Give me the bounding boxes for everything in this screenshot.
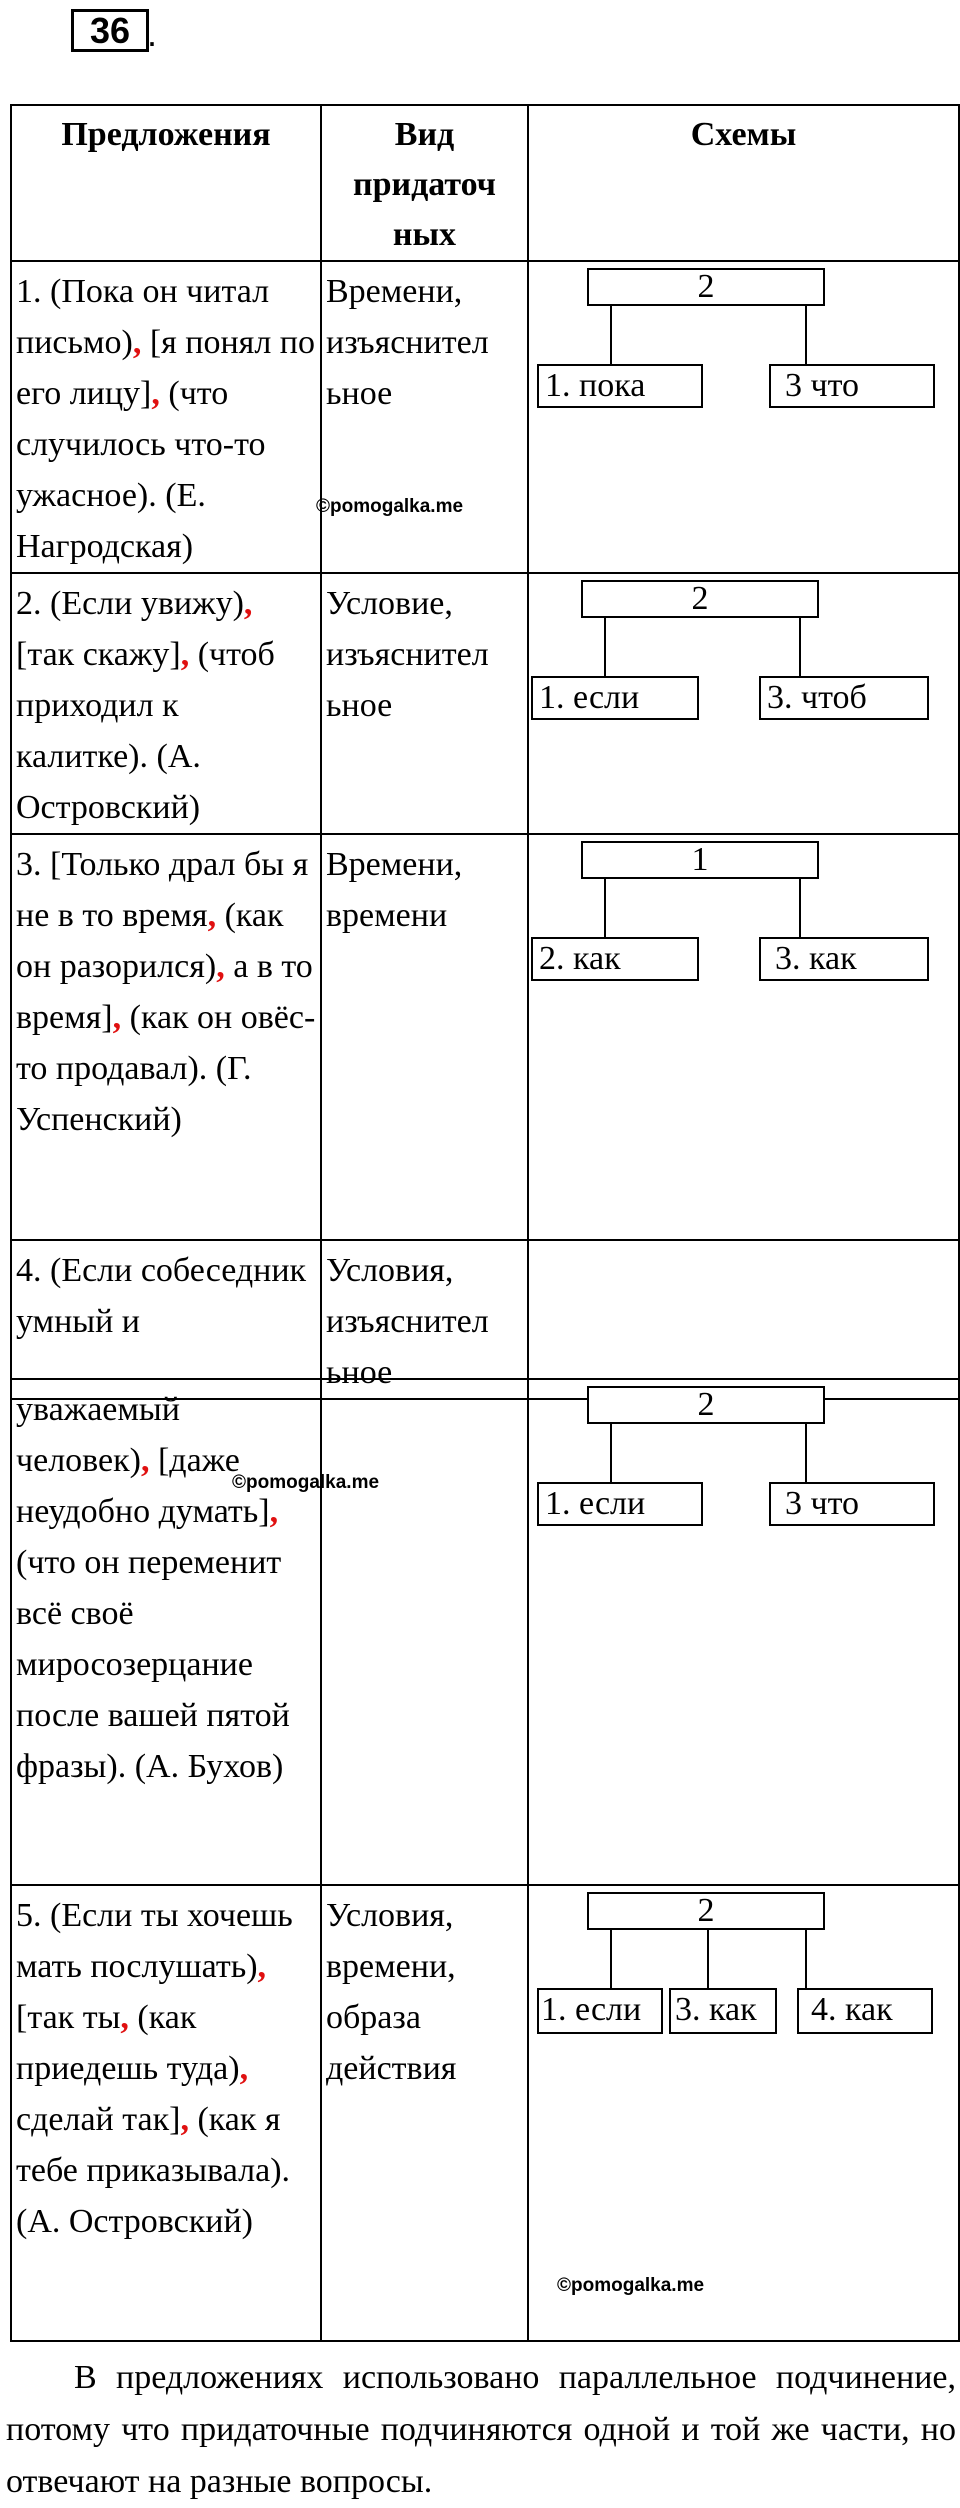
scheme-main-clause: 1: [581, 841, 819, 879]
scheme-connector: [805, 1424, 807, 1482]
scheme-connector: [610, 1424, 612, 1482]
scheme-connector: [610, 1930, 612, 1988]
scheme-main-clause: 2: [587, 268, 825, 306]
task-number: 36: [71, 9, 149, 52]
sentence-4-part2: уважаемый человек), [даже неудобно думать], (что он переменит всё своё миросозерцание после вашей пятой фразы). (А. Бухов): [11, 1379, 321, 1885]
scheme-cell-1: [528, 261, 959, 573]
scheme-sub-clause: 1. если: [537, 1482, 703, 1526]
scheme-sub-clause: 2. как: [531, 937, 699, 981]
scheme-sub-clause: 3. как: [759, 937, 929, 981]
scheme-main-clause: 2: [581, 580, 819, 618]
analysis-table-part1: [10, 104, 960, 1400]
analysis-table-part2: [10, 1378, 960, 2342]
clause-type-2: Условие, изъяснител ьное: [321, 573, 528, 834]
scheme-cell-5: [528, 1885, 959, 2341]
scheme-cell-2: [528, 573, 959, 834]
scheme-sub-clause: 1. если: [531, 676, 699, 720]
conclusion-text: В предложениях использовано параллельное подчинение, потому что придаточные подчиняются одной и той же части, но отвечают на разные вопросы.: [6, 2359, 956, 2500]
scheme-3: [533, 839, 954, 1229]
scheme-connector: [805, 1930, 807, 1988]
scheme-sub-clause: 1. пока: [537, 364, 703, 408]
scheme-cell-3: [528, 834, 959, 1240]
scheme-1: [533, 266, 954, 556]
scheme-4: [533, 1384, 954, 1874]
scheme-sub-clause: 3 что: [769, 364, 935, 408]
scheme-5: [533, 1890, 954, 2330]
scheme-sub-clause: 3 что: [769, 1482, 935, 1526]
scheme-connector: [604, 879, 606, 937]
header-schemes: Схемы: [528, 105, 959, 261]
scheme-connector: [707, 1930, 709, 1988]
header-type: Вид придаточ ных: [321, 105, 528, 261]
clause-type-4: Условия, изъяснител ьное: [321, 1240, 528, 1399]
scheme-sub-clause: 3. как: [669, 1988, 777, 2034]
sentence-3: 3. [Только драл бы я не в то время, (как он разорился), а в то время], (как он овёс-то продавал). (Г. Успенский): [11, 834, 321, 1240]
sentence-1: 1. (Пока он читал письмо), [я понял по его лицу], (что случилось что-то ужасное). (Е. Нагродская): [11, 261, 321, 573]
sentence-2: 2. (Если увижу), [так скажу], (чтоб приходил к калитке). (А. Островский): [11, 573, 321, 834]
header-sentences: Предложения: [11, 105, 321, 261]
watermark: ©pomogalka.me: [557, 2275, 705, 2296]
watermark: ©pomogalka.me: [316, 496, 464, 517]
scheme-connector: [604, 618, 606, 676]
watermark: ©pomogalka.me: [232, 1472, 380, 1493]
sentence-4-part1: 4. (Если собеседник умный и: [11, 1240, 321, 1399]
clause-type-1: Времени, изъяснител ьное: [321, 261, 528, 573]
task-number-dot: .: [147, 13, 158, 54]
scheme-sub-clause: 3. чтоб: [759, 676, 929, 720]
clause-type-5: Условия, времени, образа действия: [321, 1885, 528, 2341]
scheme-connector: [799, 879, 801, 937]
scheme-connector: [610, 306, 612, 364]
scheme-cell-4: [528, 1379, 959, 1885]
clause-type-3: Времени, времени: [321, 834, 528, 1240]
sentence-5: 5. (Если ты хочешь мать послушать), [так ты, (как приедешь туда), сделай так], (как я тебе приказывала). (А. Островский): [11, 1885, 321, 2341]
scheme-sub-clause: 4. как: [797, 1988, 933, 2034]
scheme-sub-clause: 1. если: [537, 1988, 663, 2034]
scheme-connector: [805, 306, 807, 364]
scheme-cell-4-empty: [528, 1240, 959, 1399]
scheme-connector: [799, 618, 801, 676]
scheme-2: [533, 578, 954, 818]
scheme-main-clause: 2: [587, 1892, 825, 1930]
scheme-main-clause: 2: [587, 1386, 825, 1424]
clause-type-4-cont: [321, 1379, 528, 1885]
